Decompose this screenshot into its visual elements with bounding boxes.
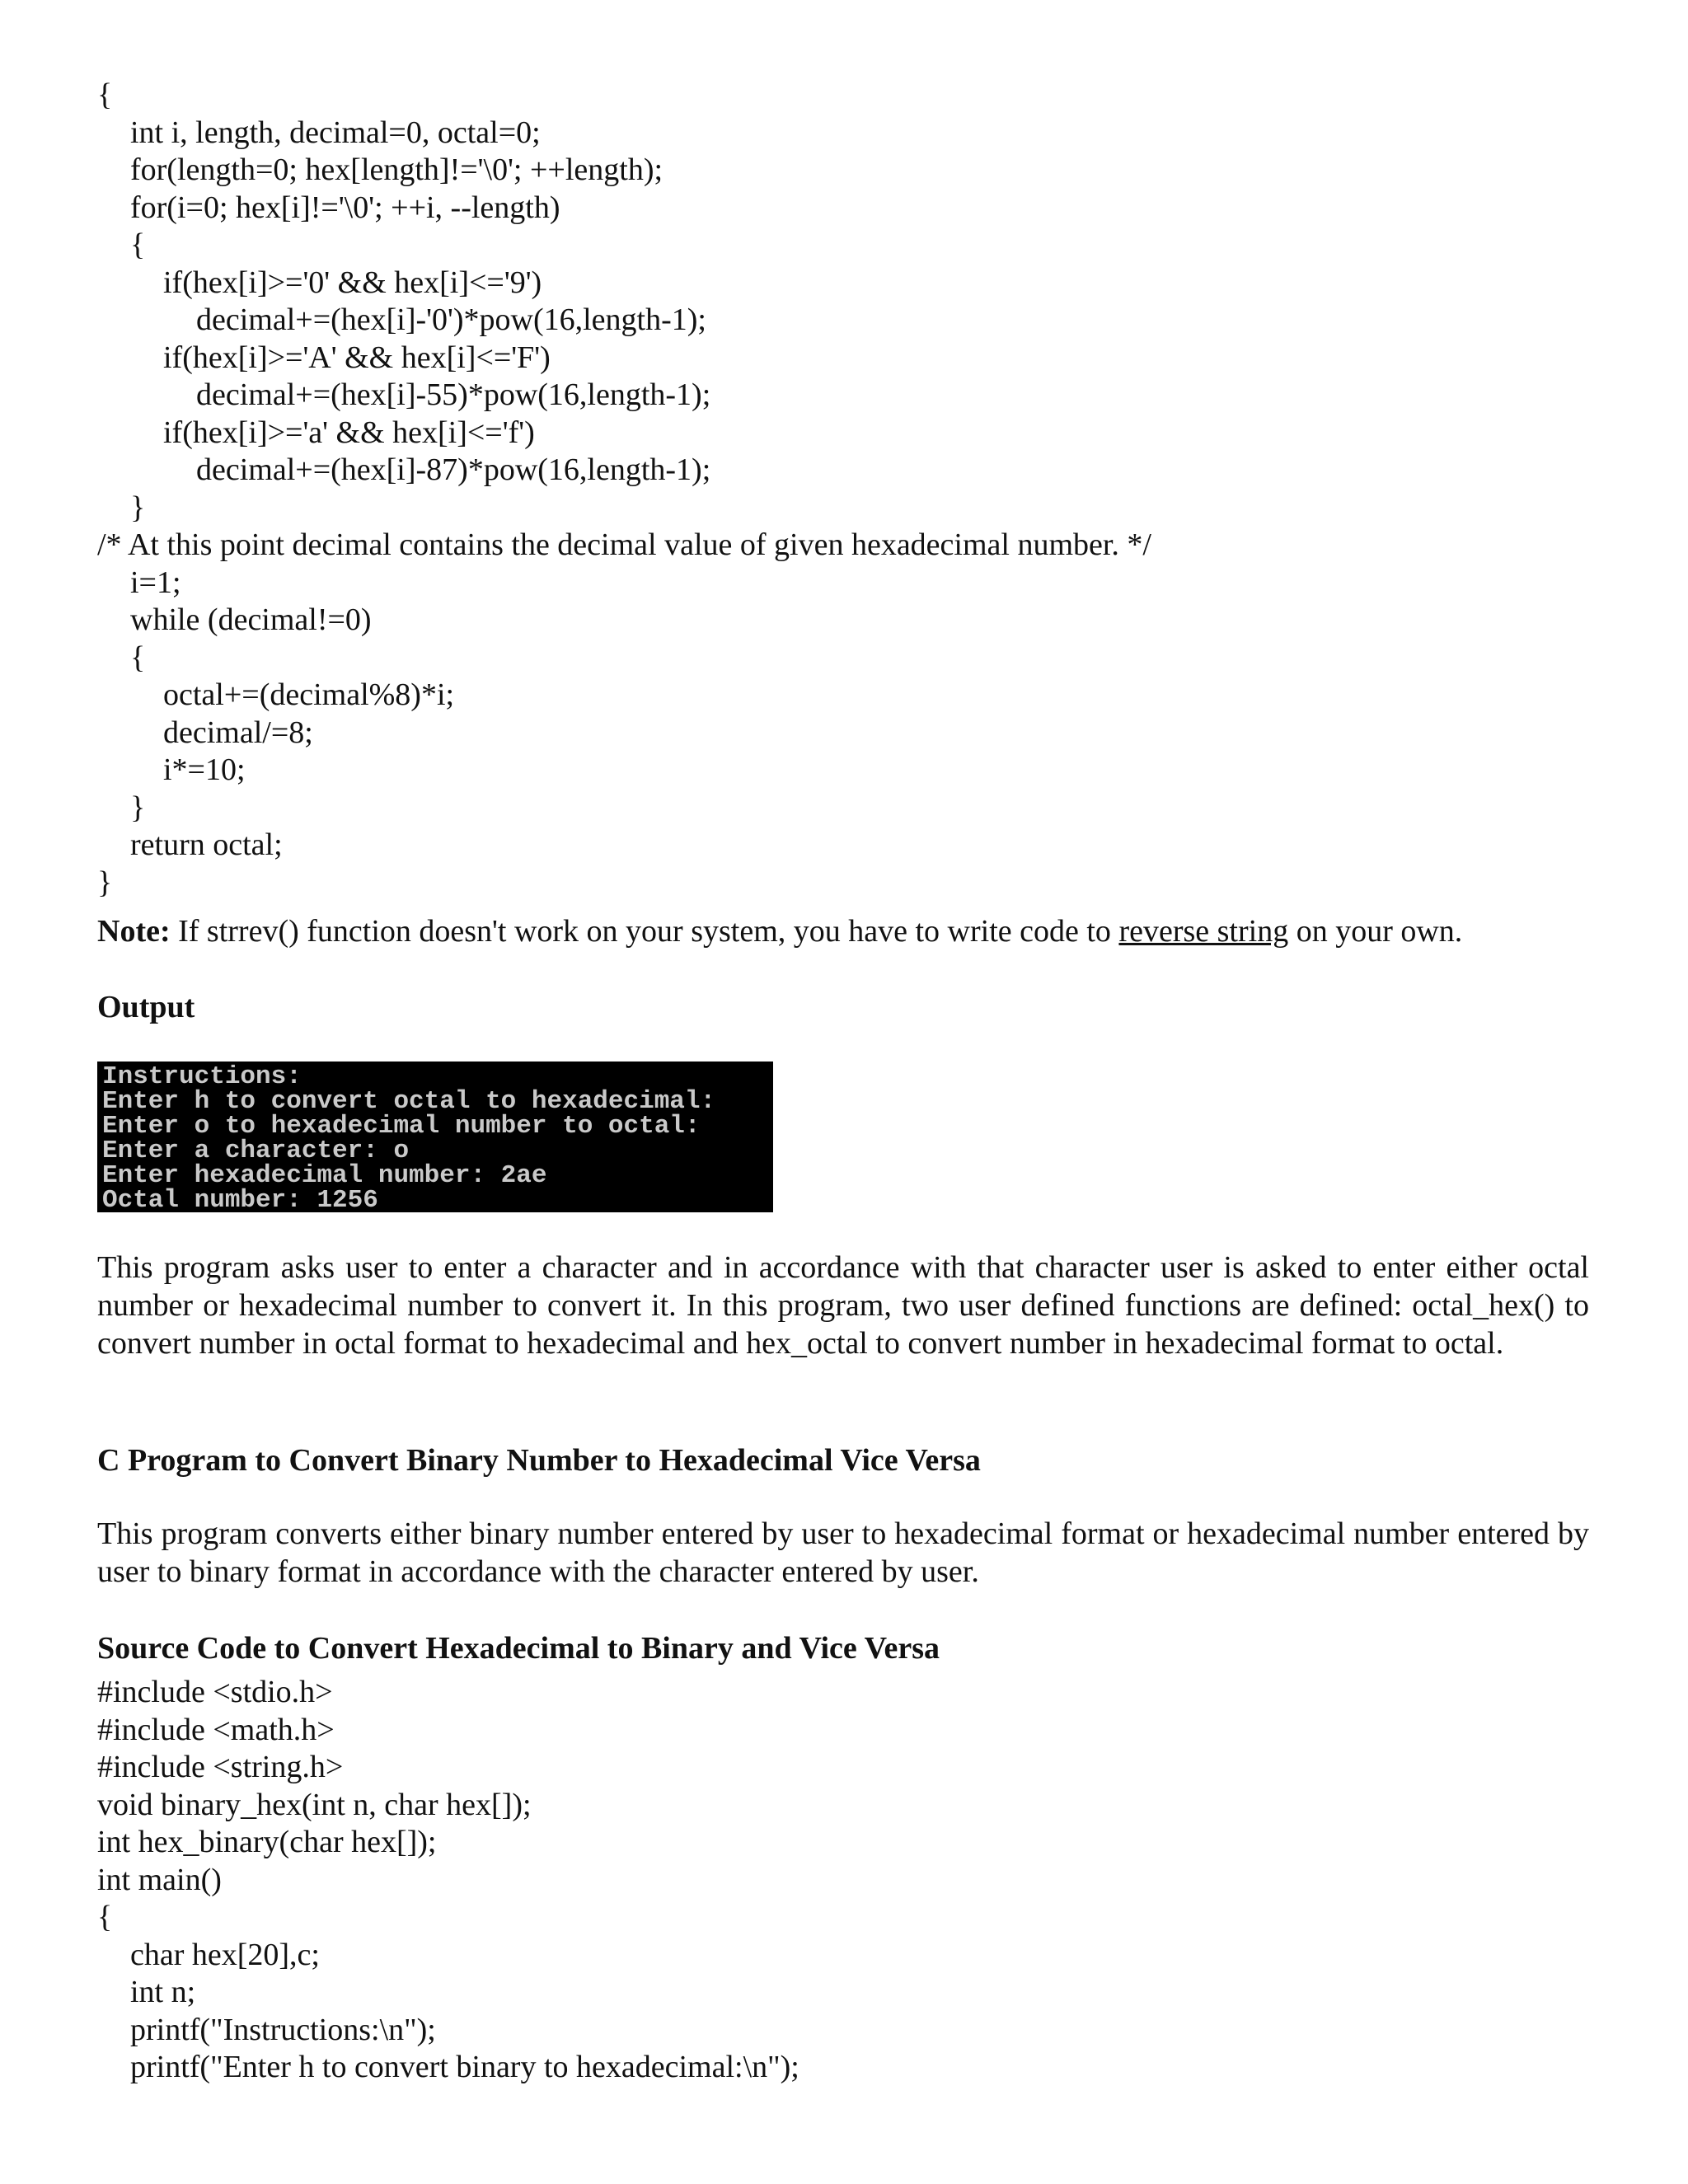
code-line: return octal; [130,827,283,862]
code-line: #include <string.h> [97,1750,344,1784]
console-line: Enter o to hexadecimal number to octal: [102,1112,701,1141]
code-line: } [97,865,113,900]
code-line: if(hex[i]>='0' && hex[i]<='9') [163,265,542,300]
console-output-screenshot [97,1062,773,1212]
source-code-heading: Source Code to Convert Hexadecimal to Binary and Vice Versa [97,1631,940,1666]
code-line: } [130,490,146,525]
output-heading: Output [97,990,195,1024]
code-line: decimal+=(hex[i]-'0')*pow(16,length-1); [196,302,706,337]
note-text-before: If strrev() function doesn't work on your system, you have to write code to [170,914,1119,949]
console-line: Instructions: [102,1062,302,1091]
code-line: octal+=(decimal%8)*i; [163,677,455,712]
note-text-after: on your own. [1288,914,1463,949]
code-line: #include <math.h> [97,1712,335,1747]
code-line: for(length=0; hex[length]!='\0'; ++length); [130,152,663,187]
code-line: i=1; [130,565,181,600]
code-line: char hex[20],c; [130,1937,320,1972]
code-line: { [130,227,146,262]
note-paragraph [97,913,1462,949]
code-line: for(i=0; hex[i]!='\0'; ++i, --length) [130,190,560,225]
code-line: i*=10; [163,752,246,787]
code-line: while (decimal!=0) [130,602,372,637]
console-line: Octal number: 1256 [102,1186,378,1212]
code-line: decimal+=(hex[i]-55)*pow(16,length-1); [196,377,711,412]
code-line: { [97,1900,113,1934]
code-line: #include <stdio.h> [97,1675,333,1709]
code-line: int main() [97,1862,222,1897]
code-line: { [97,77,113,112]
code-line: } [130,790,146,825]
note-label: Note: [97,914,171,949]
section-heading-binary-hex: C Program to Convert Binary Number to Hexadecimal Vice Versa [97,1443,981,1478]
console-line: Enter hexadecimal number: 2ae [102,1161,547,1190]
code-line: if(hex[i]>='A' && hex[i]<='F') [163,340,551,375]
code-line: decimal/=8; [163,715,313,750]
code-line: printf("Instructions:\n"); [130,2012,436,2047]
code-line: int i, length, decimal=0, octal=0; [130,115,541,150]
code-line: { [130,640,146,675]
console-line: Enter a character: o [102,1137,410,1165]
code-line: int hex_binary(char hex[]); [97,1825,437,1859]
code-line: printf("Enter h to convert binary to hexadecimal:\n"); [130,2050,799,2084]
code-line: decimal+=(hex[i]-87)*pow(16,length-1); [196,452,711,487]
reverse-string-link[interactable]: reverse string [1118,914,1289,949]
code-comment-line: /* At this point decimal contains the decimal value of given hexadecimal number. */ [97,527,1151,562]
code-block-binary-hex [97,1673,1581,2086]
code-block-hex-octal [97,77,1581,902]
code-line: void binary_hex(int n, char hex[]); [97,1787,532,1822]
program-description-paragraph: This program asks user to enter a character and in accordance with that character user is asked to enter either octal number or hexadecimal number to convert it. In this program, two user defined functions are defined: octal_hex() to convert number in octal format to hexadecimal and hex_octal to convert number in hexadecimal format to octal. [97,1250,1589,1361]
binary-hex-description-paragraph: This program converts either binary number entered by user to hexadecimal format or hexadecimal number entered by user to binary format in accordance with the character entered by user. [97,1516,1589,1589]
code-line: if(hex[i]>='a' && hex[i]<='f') [163,415,535,450]
code-line: int n; [130,1975,196,2009]
console-line: Enter h to convert octal to hexadecimal: [102,1087,716,1116]
